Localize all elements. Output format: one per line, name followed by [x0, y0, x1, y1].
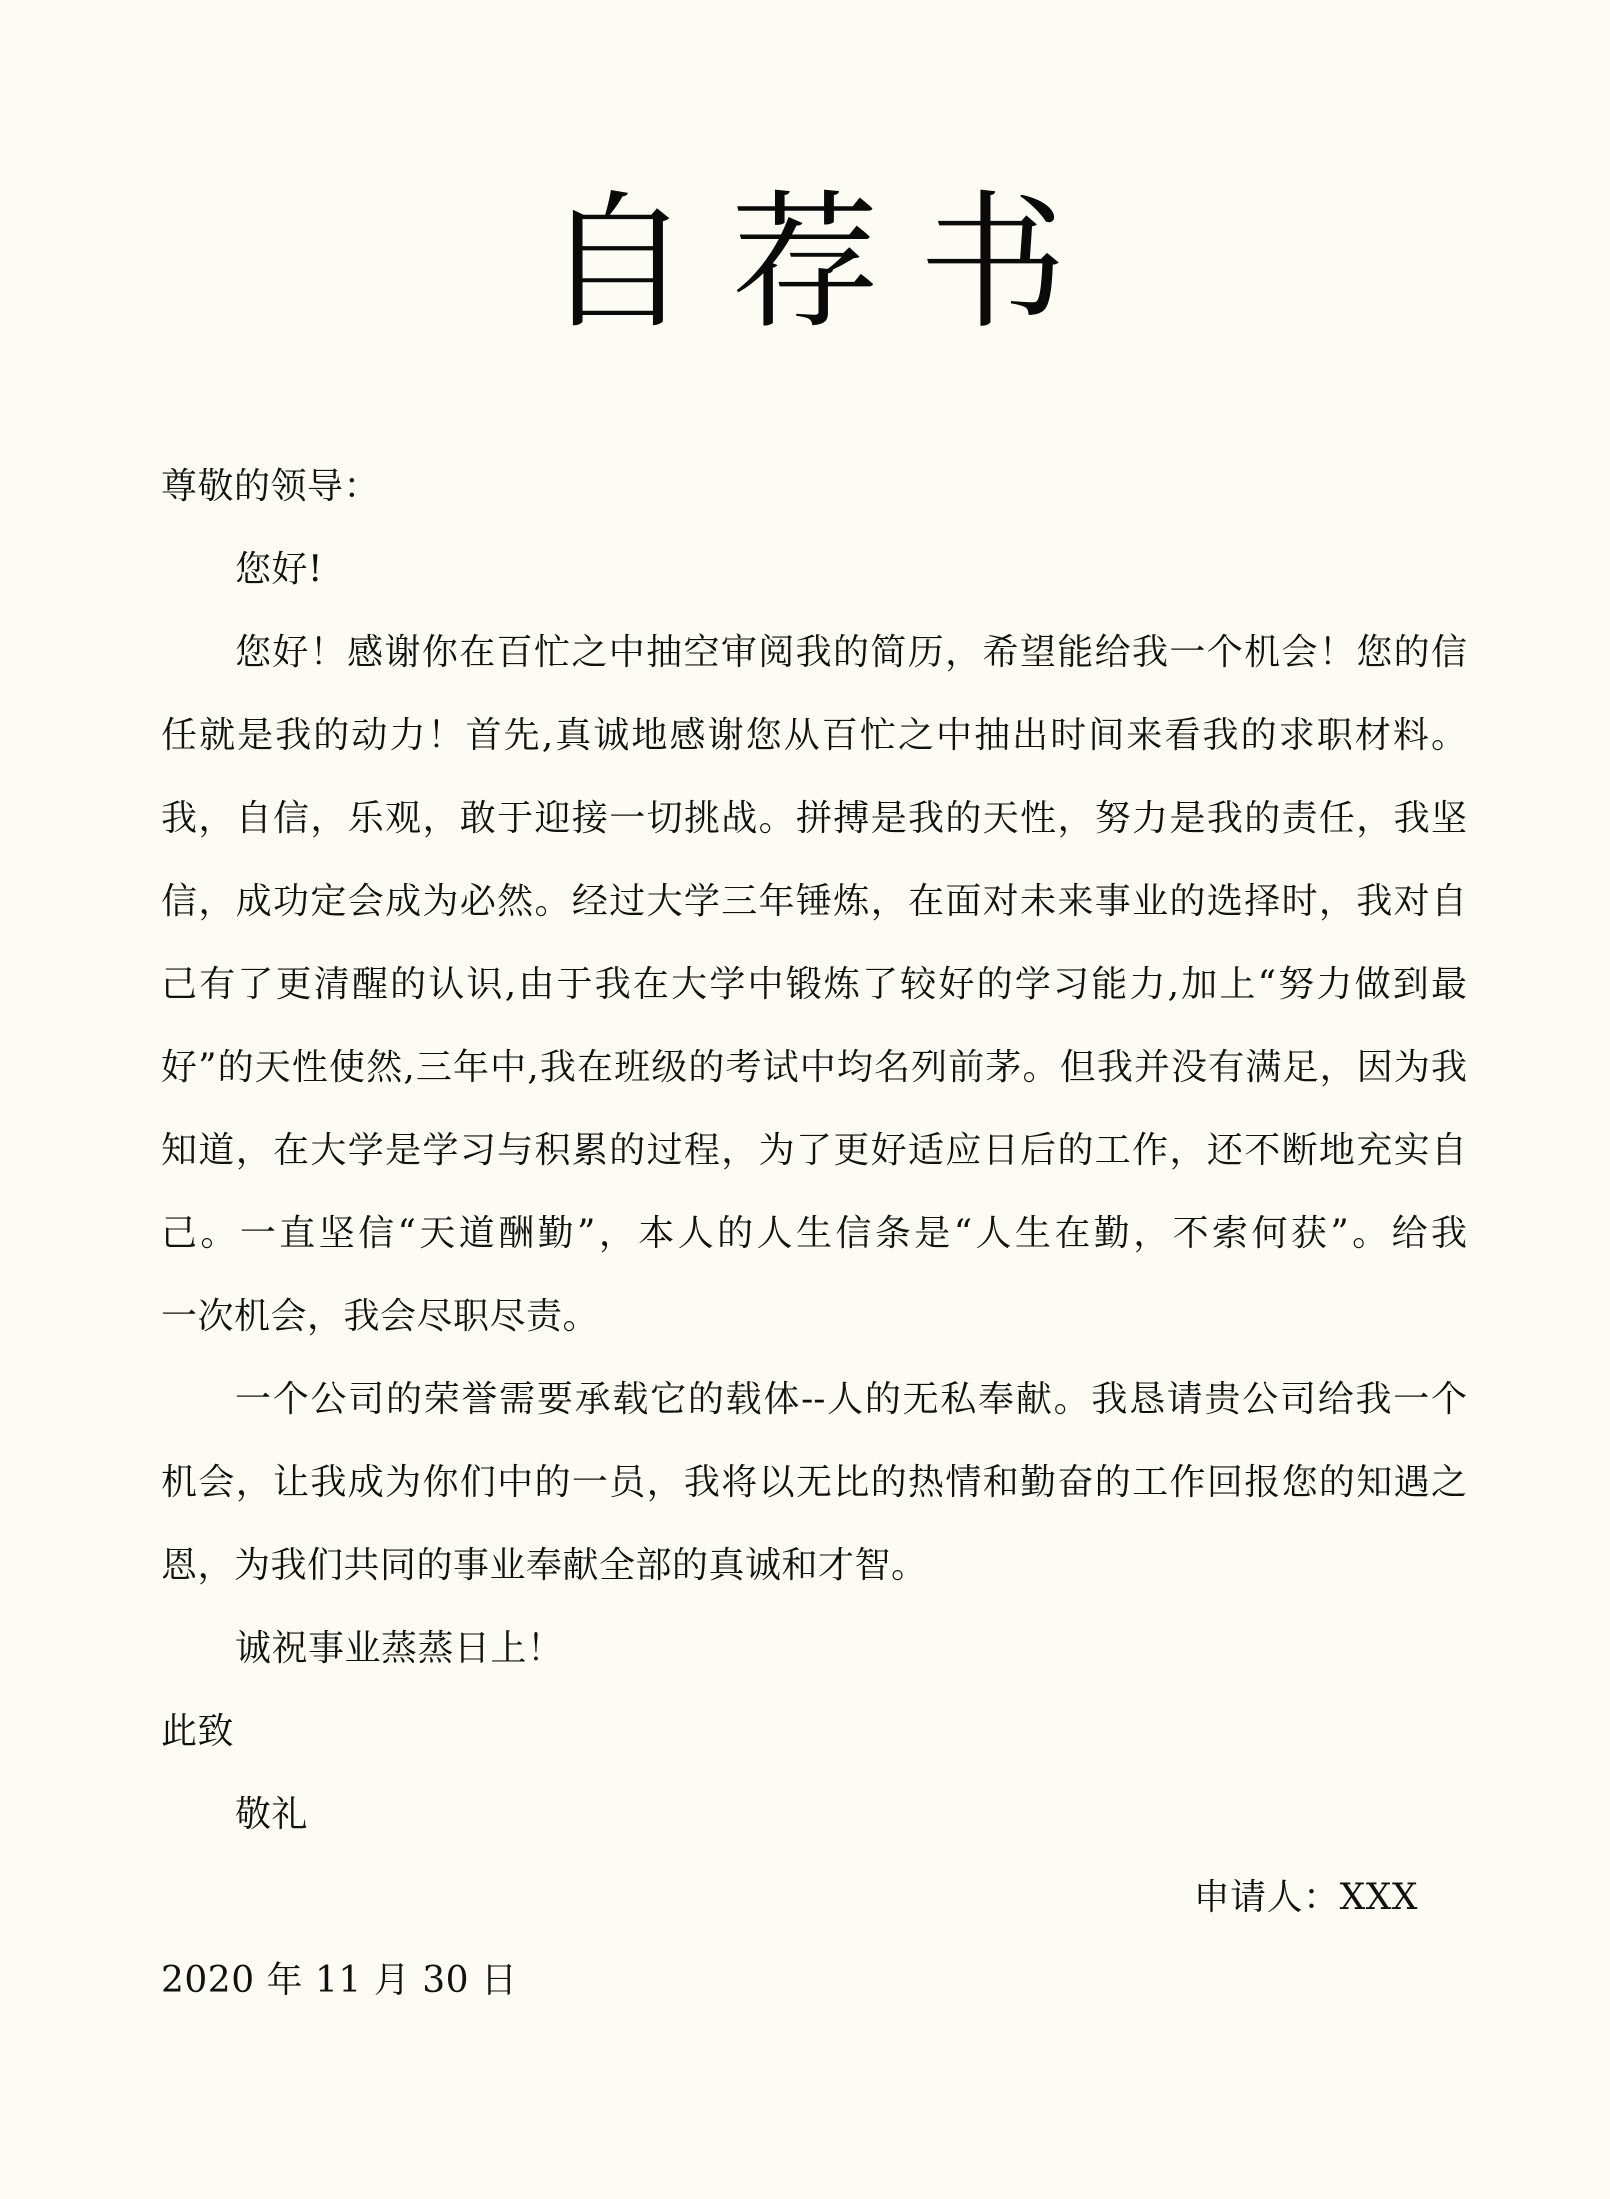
closing-cizhi: 此致: [161, 1711, 235, 1752]
paragraph-line: 己有了更清醒的认识,由于我在大学中锻炼了较好的学习能力,加上“努力做到最: [161, 964, 1467, 1005]
paragraph-line: 机会，让我成为你们中的一员，我将以无比的热情和勤奋的工作回报您的知遇之: [161, 1462, 1467, 1503]
paragraph-line: 好”的天性使然,三年中,我在班级的考试中均名列前茅。但我并没有满足，因为我: [161, 1047, 1467, 1088]
date: 2020 年 11 月 30 日: [161, 1960, 518, 2001]
greeting: 您好!: [235, 549, 323, 590]
paragraph-line: 恩，为我们共同的事业奉献全部的真诚和才智。: [161, 1545, 928, 1586]
paragraph-line: 任就是我的动力！首先,真诚地感谢您从百忙之中抽出时间来看我的求职材料。: [161, 715, 1467, 756]
paragraph-line: 知道，在大学是学习与积累的过程，为了更好适应日后的工作，还不断地充实自: [161, 1130, 1467, 1171]
paragraph-line: 我，自信，乐观，敢于迎接一切挑战。拼搏是我的天性，努力是我的责任，我坚: [161, 798, 1467, 839]
closing-jingli: 敬礼: [235, 1794, 309, 1835]
paragraph-line: 您好！感谢你在百忙之中抽空审阅我的简历，希望能给我一个机会！您的信: [235, 632, 1467, 673]
paragraph-line: 信，成功定会成为必然。经过大学三年锤炼，在面对未来事业的选择时，我对自: [161, 881, 1467, 922]
wishes: 诚祝事业蒸蒸日上！: [235, 1628, 564, 1669]
paragraph-line: 一次机会，我会尽职尽责。: [161, 1296, 600, 1337]
signature: 申请人：XXX: [1193, 1877, 1418, 1918]
document-title: 自荐书: [543, 177, 1107, 349]
paragraph-line: 己。一直坚信“天道酬勤”，本人的人生信条是“人生在勤，不索何获”。给我: [161, 1213, 1467, 1254]
paragraph-line: 一个公司的荣誉需要承载它的载体--人的无私奉献。我恳请贵公司给我一个: [235, 1379, 1467, 1420]
salutation: 尊敬的领导：: [161, 466, 381, 507]
